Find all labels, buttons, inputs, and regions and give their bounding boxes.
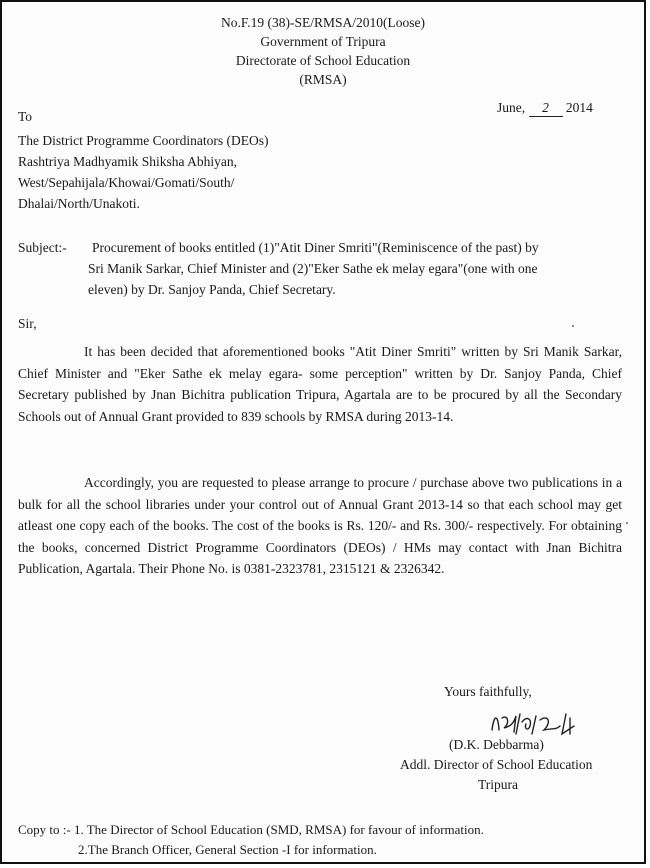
subject-label: Subject:- [18,240,67,255]
paragraph-text: It has been decided that aforementioned books "Atit Diner Smriti" written by Sri Manik Sarkar, Chief Minister and "Eker Sathe ek melay egara- some perception" written by Dr. Sanjoy Panda, Chief Secretary published by Jnan Bichitra publication Tripura, Agartala are to be procured by all the Secondary Schools out of Annual Grant provided to 839 schools by RMSA during 2013-14. [18,344,622,424]
date-day: 2 [529,100,563,117]
subject-line: Procurement of books entitled (1)"Atit Diner Smriti"(Reminiscence of the past) by [92,240,539,255]
subject-line: Sri Manik Sarkar, Chief Minister and (2)"Eker Sathe ek melay egara"(one with one [88,261,538,276]
to-label: To [18,109,33,124]
unit-name: (RMSA) [299,72,347,87]
letterhead [2,13,644,89]
body-paragraph-2 [18,472,622,580]
signatory-name: (D.K. Debbarma) [449,737,544,752]
scan-speck [626,522,628,524]
paragraph-text: Accordingly, you are requested to please arrange to procure / purchase above two publications in a bulk for all the school libraries under your control out of Annual Grant 2013-14 so that each school may get atleast one copy each of the books. The cost of the books is Rs. 120/- and Rs. 300/- respectively. For obtaining the books, concerned District Programme Coordinators (DEOs) / HMs may contact with Jnan Bichitra Publication, Agartala. Their Phone No. is 0381-2323781, 2315121 & 2326342. [18,475,622,576]
scan-speck [572,325,574,327]
directorate-name: Directorate of School Education [235,53,411,68]
letter-date [497,100,593,117]
salutation: Sir, [18,316,37,331]
addressee-line: Rashtriya Madhyamik Shiksha Abhiyan, [18,154,237,169]
handwritten-signature [486,708,586,736]
signatory-place: Tripura [478,777,519,792]
date-month: June, [497,100,529,115]
copy-to-line: Copy to :- 1. The Director of School Education (SMD, RMSA) for favour of information. [18,822,484,837]
addressee-block [18,130,268,214]
body-paragraph-1 [18,341,622,427]
government-name: Government of Tripura [260,34,386,49]
yours-faithfully: Yours faithfully, [444,684,532,699]
subject-line: eleven) by Dr. Sanjoy Panda, Chief Secretary. [88,282,336,297]
date-year: 2014 [562,100,593,115]
signatory-designation: Addl. Director of School Education [400,757,593,772]
copy-to-line: 2.The Branch Officer, General Section -I for information. [78,842,377,857]
addressee-line: The District Programme Coordinators (DEOs) [18,133,269,148]
addressee-line: West/Sepahijala/Khowai/Gomati/South/ [18,175,235,190]
file-number: No.F.19 (38)-SE/RMSA/2010(Loose) [220,15,426,30]
copy-to-block [18,820,484,860]
addressee-line: Dhalai/North/Unakoti. [18,196,140,211]
